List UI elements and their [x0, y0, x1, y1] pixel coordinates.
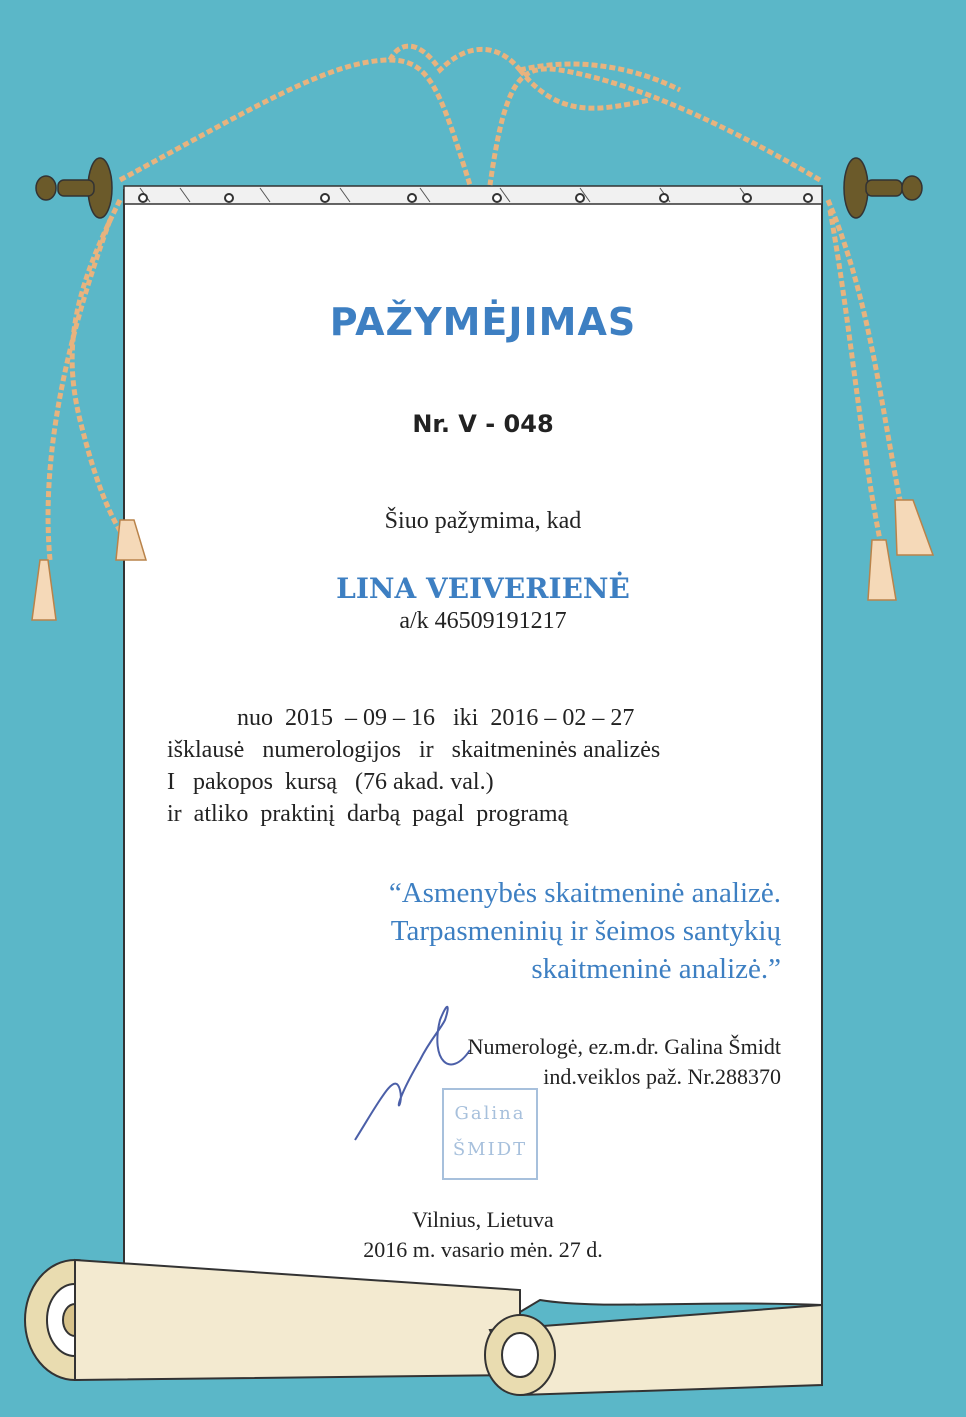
rod-left-finial — [36, 158, 112, 218]
program-title-line: skaitmeninė analizė.” — [531, 953, 781, 985]
rod-right-finial — [844, 158, 922, 218]
certificate-body — [167, 702, 767, 830]
intro-text: Šiuo pažymima, kad — [384, 508, 582, 534]
issue-place-date — [0, 1205, 966, 1265]
certificate-number: Nr. V - 048 — [412, 410, 554, 438]
recipient-name: LINA VEIVERIENĖ — [336, 572, 630, 605]
program-title-line: “Asmenybės skaitmeninė analizė. — [388, 877, 781, 909]
signatory-block — [468, 1032, 781, 1092]
signatory-license: ind.veiklos paž. Nr.288370 — [543, 1064, 781, 1089]
course-line: išklausė numerologijos ir skaitmeninės analizės — [167, 737, 661, 763]
course-level-line: I pakopos kursą (76 akad. val.) — [167, 769, 494, 795]
date-range-line: nuo 2015 – 09 – 16 iki 2016 – 02 – 27 — [237, 705, 635, 731]
program-title-line: Tarpasmeninių ir šeimos santykių — [390, 915, 781, 947]
stamp-line: Galina — [454, 1103, 526, 1124]
certificate-title: PAŽYMĖJIMAS — [329, 300, 637, 344]
issue-place: Vilnius, Lietuva — [412, 1207, 554, 1232]
issue-date: 2016 m. vasario mėn. 27 d. — [363, 1237, 603, 1262]
hanging-cord — [120, 46, 820, 185]
stamp-line: ŠMIDT — [452, 1139, 528, 1160]
right-cord-2 — [830, 210, 880, 540]
bottom-right-roll — [485, 1305, 822, 1395]
signatory-name: Numerologė, ez.m.dr. Galina Šmidt — [467, 1034, 781, 1059]
recipient-personal-code: a/k 46509191217 — [399, 608, 567, 634]
program-title — [389, 874, 781, 988]
practical-work-line: ir atliko praktinį darbą pagal programą — [167, 801, 569, 827]
stamp — [442, 1088, 538, 1180]
